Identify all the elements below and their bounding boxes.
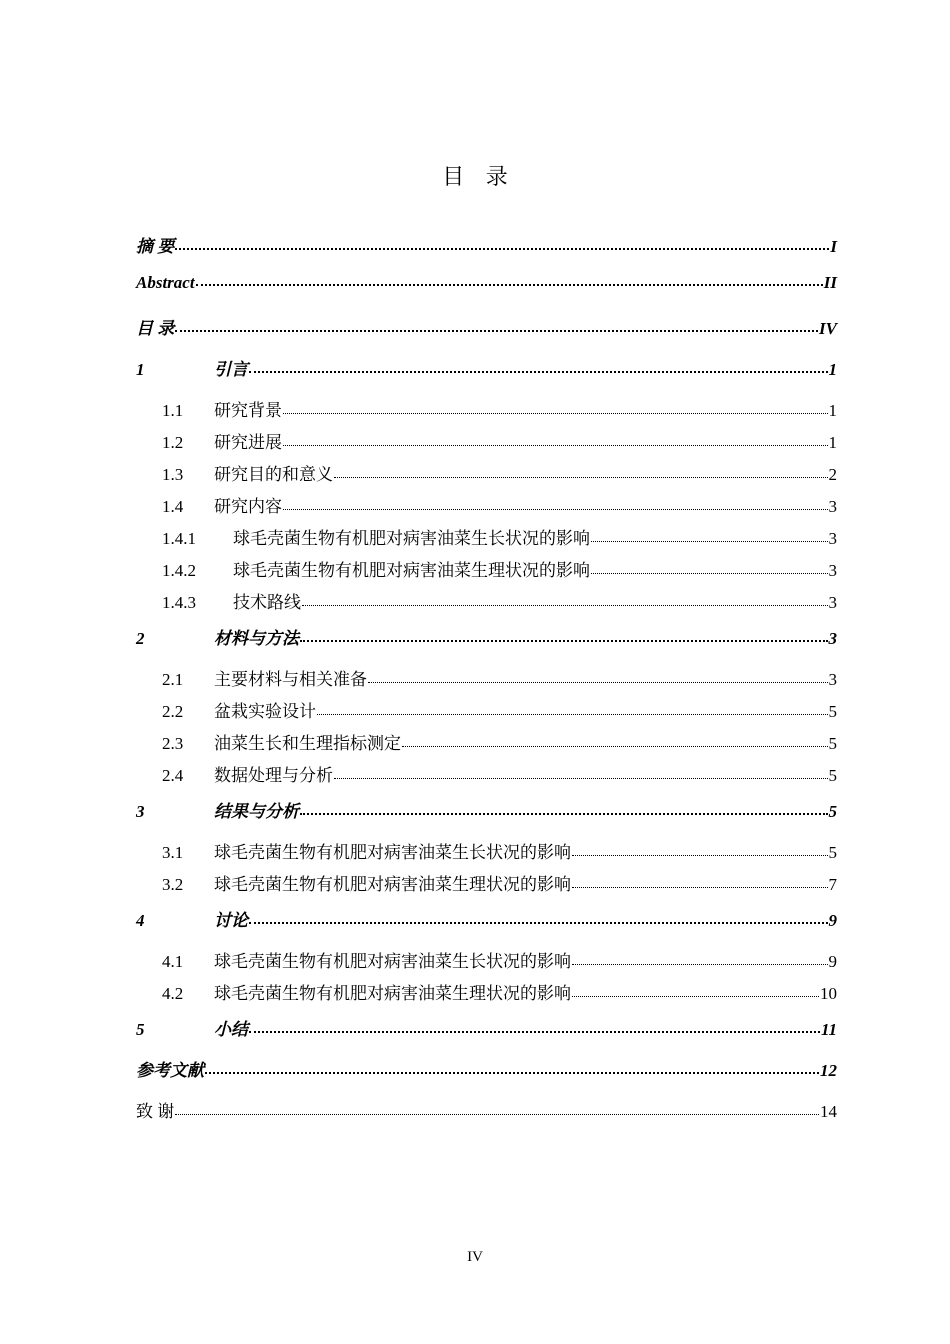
toc-entry[interactable] <box>136 870 837 902</box>
toc-entry-label: 球毛壳菌生物有机肥对病害油菜生理状况的影响 <box>214 875 571 894</box>
toc-entry[interactable] <box>136 273 837 314</box>
toc-entry-label: 研究背景 <box>214 401 282 420</box>
toc-entry-number: 1 <box>136 360 145 379</box>
toc-entry[interactable] <box>136 761 837 793</box>
toc-entry-page: 14 <box>820 1102 837 1121</box>
toc-entry-label: 结果与分析 <box>214 802 299 821</box>
toc-entry-number: 2.2 <box>162 702 184 721</box>
toc-entry-page: 3 <box>828 497 837 516</box>
toc-entry-number: 4.1 <box>162 952 184 971</box>
toc-dot-leader <box>205 1072 819 1074</box>
toc-entry[interactable] <box>136 1056 837 1097</box>
toc-entry-label: 盆栽实验设计 <box>214 702 316 721</box>
toc-entry-number: 1.2 <box>162 433 184 452</box>
toc-entry[interactable] <box>136 232 837 273</box>
toc-entry-page: 1 <box>828 360 837 379</box>
toc-entry-number: 1.4.2 <box>162 561 196 580</box>
toc-entry[interactable] <box>136 979 837 1011</box>
toc-entry-page: 3 <box>828 670 837 689</box>
toc-entry-page: 3 <box>828 593 837 612</box>
toc-entry[interactable] <box>136 906 837 947</box>
toc-entry-label: 参考文献 <box>136 1061 204 1080</box>
toc-dot-leader <box>175 1114 819 1115</box>
toc-entry[interactable] <box>136 697 837 729</box>
toc-dot-leader <box>334 477 828 478</box>
toc-entry[interactable] <box>136 460 837 492</box>
toc-entry-page: 5 <box>828 843 837 862</box>
toc-dot-leader <box>334 778 828 779</box>
toc-entry-page: 10 <box>820 984 837 1003</box>
toc-dot-leader <box>572 964 828 965</box>
toc-entry-label: 球毛壳菌生物有机肥对病害油菜生理状况的影响 <box>214 984 571 1003</box>
toc-entry-number: 5 <box>136 1020 145 1039</box>
toc-entry-number: 2.3 <box>162 734 184 753</box>
toc-entry[interactable] <box>136 492 837 524</box>
toc-dot-leader <box>591 573 828 574</box>
toc-dot-leader <box>302 605 828 606</box>
toc-entry-page: 12 <box>820 1061 837 1080</box>
toc-entry-label: 致 谢 <box>136 1102 175 1121</box>
toc-entry-page: 5 <box>828 766 837 785</box>
toc-entry-label: 数据处理与分析 <box>214 766 333 785</box>
toc-dot-leader <box>249 922 828 924</box>
toc-dot-leader <box>300 640 828 642</box>
toc-entry-page: II <box>823 273 837 292</box>
toc-entry-page: IV <box>819 319 837 338</box>
toc-entry[interactable] <box>136 838 837 870</box>
toc-dot-leader <box>300 813 828 815</box>
toc-entry-number: 3.2 <box>162 875 184 894</box>
toc-entry-page: 2 <box>828 465 837 484</box>
toc-entry-page: I <box>830 237 837 256</box>
toc-entry-page: 5 <box>828 702 837 721</box>
toc-entry-number: 4 <box>136 911 145 930</box>
toc-entry-number: 2 <box>136 629 145 648</box>
toc-dot-leader <box>591 541 828 542</box>
toc-entry[interactable] <box>136 624 837 665</box>
toc-entry[interactable] <box>136 665 837 697</box>
toc-entry-label: 技术路线 <box>233 593 301 612</box>
toc-entry-label: 球毛壳菌生物有机肥对病害油菜生理状况的影响 <box>233 561 590 580</box>
toc-entry-label: 球毛壳菌生物有机肥对病害油菜生长状况的影响 <box>233 529 590 548</box>
toc-entry[interactable] <box>136 556 837 588</box>
toc-entry[interactable] <box>136 588 837 620</box>
toc-entry[interactable] <box>136 729 837 761</box>
toc-entry[interactable] <box>136 428 837 460</box>
toc-entry-page: 3 <box>828 629 837 648</box>
toc-entry-page: 9 <box>828 952 837 971</box>
toc-dot-leader <box>283 445 828 446</box>
toc-entry-number: 4.2 <box>162 984 184 1003</box>
toc-entry[interactable] <box>136 524 837 556</box>
toc-entry[interactable] <box>136 396 837 428</box>
toc-entry-label: 油菜生长和生理指标测定 <box>214 734 401 753</box>
toc-dot-leader <box>249 371 828 373</box>
toc-dot-leader <box>317 714 828 715</box>
toc-dot-leader <box>572 887 828 888</box>
toc-entry-page: 5 <box>828 802 837 821</box>
toc-entry-number: 1.4 <box>162 497 184 516</box>
page-footer-number: IV <box>467 1249 483 1265</box>
toc-entry-label: 小结 <box>214 1020 248 1039</box>
toc-entry[interactable] <box>136 797 837 838</box>
toc-entry-number: 2.4 <box>162 766 184 785</box>
toc-entry-label: Abstract <box>136 273 195 292</box>
toc-entry-number: 1.3 <box>162 465 184 484</box>
toc-entry-number: 1.4.3 <box>162 593 196 612</box>
toc-entry-label: 摘 要 <box>136 237 175 256</box>
toc-entry[interactable] <box>136 1015 837 1056</box>
toc-dot-leader <box>196 284 823 286</box>
toc-dot-leader <box>175 330 818 332</box>
toc-entry-number: 2.1 <box>162 670 184 689</box>
toc-entry[interactable] <box>136 355 837 396</box>
toc-entry-page: 5 <box>828 734 837 753</box>
toc-title: 目 录 <box>442 164 516 189</box>
toc-entry-page: 11 <box>820 1020 837 1039</box>
toc-entry-page: 7 <box>828 875 837 894</box>
toc-entry-page: 1 <box>828 433 837 452</box>
toc-entry-label: 研究目的和意义 <box>214 465 333 484</box>
toc-dot-leader <box>572 996 819 997</box>
toc-dot-leader <box>368 682 828 683</box>
toc-entry[interactable] <box>136 947 837 979</box>
toc-entry[interactable] <box>136 1097 837 1138</box>
toc-entry-label: 目 录 <box>136 319 175 338</box>
table-of-contents <box>136 232 837 1138</box>
toc-entry-page: 3 <box>828 561 837 580</box>
toc-entry-number: 1.4.1 <box>162 529 196 548</box>
toc-dot-leader <box>175 248 829 250</box>
toc-entry-label: 引言 <box>214 360 248 379</box>
toc-entry[interactable] <box>136 314 837 355</box>
toc-entry-label: 讨论 <box>214 911 248 930</box>
toc-entry-page: 3 <box>828 529 837 548</box>
toc-entry-number: 1.1 <box>162 401 184 420</box>
toc-entry-label: 球毛壳菌生物有机肥对病害油菜生长状况的影响 <box>214 843 571 862</box>
toc-dot-leader <box>249 1031 820 1033</box>
toc-dot-leader <box>283 509 828 510</box>
toc-entry-number: 3 <box>136 802 145 821</box>
toc-dot-leader <box>572 855 828 856</box>
toc-entry-page: 1 <box>828 401 837 420</box>
toc-entry-label: 主要材料与相关准备 <box>214 670 367 689</box>
toc-entry-label: 球毛壳菌生物有机肥对病害油菜生长状况的影响 <box>214 952 571 971</box>
toc-dot-leader <box>283 413 828 414</box>
toc-entry-page: 9 <box>828 911 837 930</box>
toc-dot-leader <box>402 746 828 747</box>
toc-entry-label: 材料与方法 <box>214 629 299 648</box>
toc-entry-number: 3.1 <box>162 843 184 862</box>
toc-entry-label: 研究进展 <box>214 433 282 452</box>
toc-entry-label: 研究内容 <box>214 497 282 516</box>
